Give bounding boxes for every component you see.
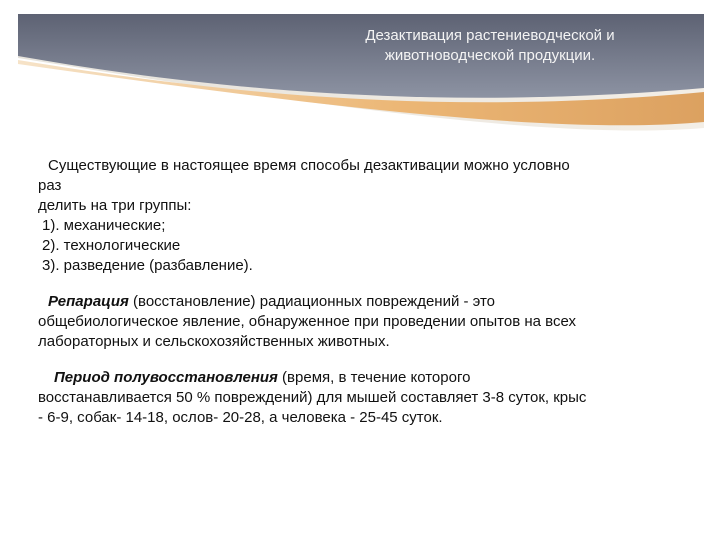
slide-title: [290, 26, 690, 66]
term-reparation: Репарация: [48, 293, 129, 310]
paragraph-decontamination-methods: [38, 156, 703, 276]
paragraph-line: [38, 368, 703, 388]
header-banner: [0, 0, 720, 140]
paragraph-reparation: [38, 292, 703, 352]
paragraph-line: - 6-9, собак- 14-18, ослов- 20-28, а человека - 25-45 суток.: [38, 409, 443, 426]
slide-body: [38, 156, 703, 428]
paragraph-line: делить на три группы:: [38, 197, 192, 214]
paragraph-text: (восстановление) радиационных повреждений - это: [128, 293, 496, 310]
paragraph-line: Существующие в настоящее время способы дезактивации можно условно: [48, 157, 570, 174]
paragraph-text: (время, в течение которого: [277, 369, 471, 386]
list-item: 2). технологические: [42, 237, 181, 254]
list-item: 3). разведение (разбавление).: [42, 257, 253, 274]
paragraph-line: лабораторных и сельскохозяйственных животных.: [38, 333, 390, 350]
slide-title-line-1: Дезактивация растениеводческой и: [365, 27, 615, 44]
list-item: 1). механические;: [42, 217, 166, 234]
term-half-recovery-period: Период полувосстановления: [54, 369, 278, 386]
paragraph-line: раз: [38, 177, 62, 194]
paragraph-line: общебиологическое явление, обнаруженное при проведении опытов на всех: [38, 313, 576, 330]
paragraph-line: [38, 292, 703, 312]
paragraph-line: восстанавливается 50 % повреждений) для мышей составляет 3-8 суток, крыс: [38, 389, 587, 406]
slide-title-line-2: животноводческой продукции.: [384, 47, 596, 64]
paragraph-half-recovery: [38, 368, 703, 428]
